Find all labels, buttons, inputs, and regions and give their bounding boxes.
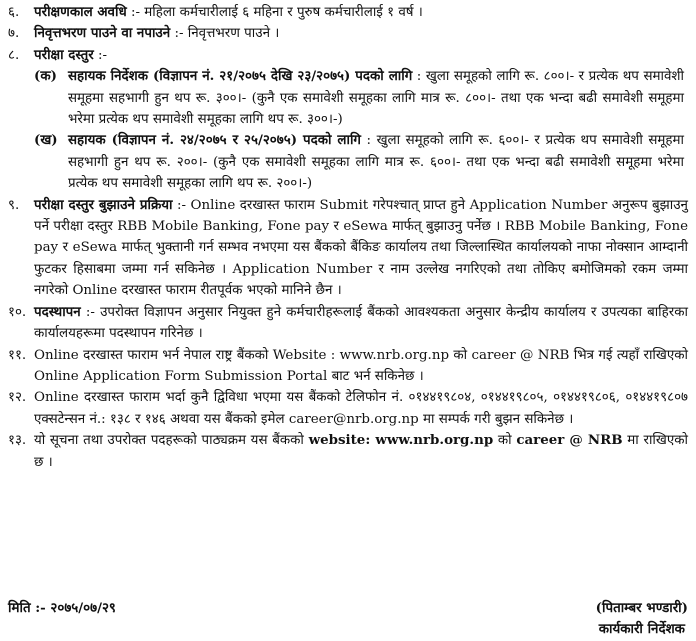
list-item xyxy=(8,345,688,388)
item-number: १३. xyxy=(8,433,27,449)
list-item xyxy=(8,45,688,66)
item-text: :- xyxy=(93,47,108,63)
subitem-text: : खुला समूहको लागि रू. ६००।- र प्रत्येक थप समावेशी समूहमा सहभागी हुन थप रू. २००।- (कुनै एक समावेशी समूहका लागि मात्र रू. ६००।- तथा एक भन्दा बढी समावेशी समूहमा भरेमा प्रत्येक थप समावेशी समूहका लागि थप रू. २००।-) xyxy=(68,133,685,192)
list-item xyxy=(8,23,688,44)
subitem-label: सहायक निर्देशक (विज्ञापन नं. २१/२०७५ देखि २३/२०७५) पदको लागि xyxy=(68,68,413,85)
item-text: मा राखिएको छ । xyxy=(34,433,688,470)
item-label: परीक्षा दस्तुर बुझाउने प्रक्रिया xyxy=(34,196,173,213)
item-number: ६. xyxy=(8,5,20,20)
subitem-label: सहायक (विज्ञापन नं. २४/२०७५ र २५/२०७५) पदको लागि xyxy=(68,132,361,149)
list-item xyxy=(8,430,688,473)
item-text: :- महिला कर्मचारीलाई ६ महिना र पुरुष कर्मचारीलाई १ वर्ष । xyxy=(126,5,423,20)
item-number: ११. xyxy=(8,347,27,363)
subitem-text: : खुला समूहको लागि रू. ८००।- र प्रत्येक थप समावेशी समूहमा सहभागी हुन थप रू. ३००।- (कुनै एक समावेशी समूहका लागि मात्र रू. ८००।- तथा एक भन्दा बढी समावेशी समूहमा भरेमा प्रत्येक थप समावेशी समूहका लागि थप रू. ३००।-) xyxy=(68,69,684,128)
item-text: Online दरखास्त फाराम भर्दा कुनै द्विविधा भएमा यस बैंकको टेलिफोन नं. ०१४४१९८०४, ०१४४१९८०५, ०१४४१९८०६, ०१४४१९८०७ एक्सटेन्सन नं.: १३८ र १४६ अथवा यस बैंकको इमेल career@nrb.org.np मा सम्पर्क गरी बुझन सकिनेछ । xyxy=(34,390,688,427)
list-item xyxy=(8,302,688,345)
signer-name: (पिताम्बर भण्डारी) xyxy=(595,600,688,616)
item-text: यो सूचना तथा उपरोक्त पदहरूको पाठ्यक्रम यस बैंकको xyxy=(34,433,309,449)
item-number: ९. xyxy=(8,197,20,213)
subitem-tag: (क) xyxy=(34,68,57,85)
item-number: ८. xyxy=(8,47,20,63)
list-item xyxy=(8,195,688,302)
item-label: पदस्थापन xyxy=(34,303,81,320)
item-label: परीक्षणकाल अवधि xyxy=(34,4,127,20)
item-number: ७. xyxy=(8,26,20,42)
website-link: website: www.nrb.org.np xyxy=(308,432,494,449)
item-text: :- निवृत्तभरण पाउने । xyxy=(170,26,280,42)
item-label: निवृत्तभरण पाउने वा नपाउने xyxy=(34,25,171,42)
item-number: १२. xyxy=(8,390,27,406)
item-text: :- उपरोक्त विज्ञापन अनुसार नियुक्त हुने कर्मचारीहरूलाई बैंकको आवश्यकता अनुसार केन्द्रीय कार्यालय र उपत्यका बाहिरका कार्यालयहरूमा पदस्थापन गरिनेछ । xyxy=(34,304,688,342)
item-label: परीक्षा दस्तुर xyxy=(34,46,94,63)
signer-title: कार्यकारी निर्देशक xyxy=(598,621,685,637)
career-link: career @ NRB xyxy=(516,432,623,449)
subitem-tag: (ख) xyxy=(34,132,58,149)
fee-subitem xyxy=(8,66,688,130)
item-text: को xyxy=(493,433,517,449)
list-item xyxy=(8,387,688,430)
item-text: Online दरखास्त फाराम भर्न नेपाल राष्ट्र बैंकको Website : www.nrb.org.np को career @ NRB भित्र गई त्यहाँ राखिएको Online Application Form Submission Portal बाट भर्न सकिनेछ । xyxy=(34,347,688,384)
signature-block xyxy=(596,598,688,640)
list-item xyxy=(8,2,688,23)
item-number: १०. xyxy=(8,304,27,320)
fee-subitem xyxy=(8,130,688,194)
item-text: :- Online दरखास्त फाराम Submit गरेपश्चात् प्राप्त हुने Application Number अनुरूप बुझाउनु पर्ने परीक्षा दस्तुर RBB Mobile Banking, Fone pay र eSewa मार्फत् बुझाउनु पर्नेछ । RBB Mobile Banking, Fone pay र eSewa मार्फत् भुक्तानी गर्न सम्भव नभएमा यस बैंकको बैंकिङ कार्यालय तथा जिल्लास्थित कार्यालयको नाफा नोक्सान आम्दानी फुटकर हिसाबमा जम्मा गर्न सकिनेछ । Application Number र नाम उल्लेख नगरिएको तथा तोकिए बमोजिमको रकम जम्मा नगरेको Online दरखास्त फाराम रीतपूर्वक भएको मानिने छैन । xyxy=(34,197,688,299)
notice-date: मिति :- २०७५/०७/२९ xyxy=(8,600,116,616)
